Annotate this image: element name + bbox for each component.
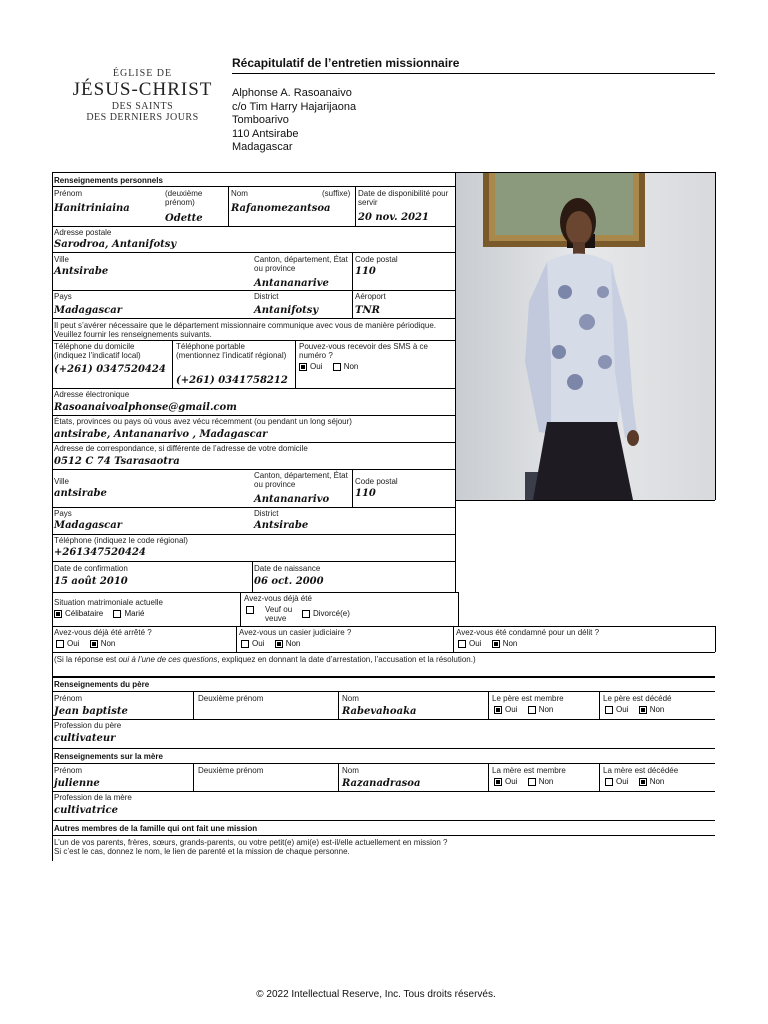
dispo-label: Date de disponibilité pour servir (358, 189, 449, 207)
tel-portable-value: (+261) 0341758212 (176, 375, 288, 386)
ville2-label: Ville (54, 477, 69, 486)
canton-value: Antananarive (254, 278, 329, 289)
tel-domicile-label: Téléphone du domicile (indiquez l’indicatif local) (54, 342, 141, 360)
condamne-options (458, 639, 525, 648)
arrete-oui-checkbox[interactable] (56, 640, 64, 648)
deuxieme-prenom-label: (deuxième prénom) (165, 189, 203, 207)
mere-decede-oui-checkbox[interactable] (605, 778, 613, 786)
email-value: Rasoanaivoalphonse@gmail.com (54, 402, 237, 413)
condamne-non-checkbox[interactable] (492, 640, 500, 648)
address-line: Madagascar (232, 141, 293, 153)
casier-oui-checkbox[interactable] (241, 640, 249, 648)
pere-decede-non-label: Non (649, 705, 665, 714)
autres-line2: Si c’est le cas, donnez le nom, le lien de parenté et la mission de chaque personne. (54, 847, 350, 856)
etats-value: antsirabe, Antananarivo , Madagascar (54, 429, 268, 440)
deja-label: Avez-vous déjà été (244, 594, 312, 603)
nom-label: Nom (231, 189, 248, 198)
arrete-options (56, 639, 123, 648)
mere-profession-label: Profession de la mère (54, 793, 132, 802)
section-mere: Renseignements sur la mère (54, 752, 163, 761)
recipient-address (232, 87, 356, 155)
tel-portable-label: Téléphone portable (mentionnez l’indicatif régional) (176, 342, 287, 360)
pere-membre-label: Le père est membre (492, 694, 564, 703)
pere-membre-oui-label: Oui (505, 705, 518, 714)
address-line: Tomboarivo (232, 114, 289, 126)
casier-oui-label: Oui (252, 639, 265, 648)
canton-label: Canton, département, État ou province (254, 255, 348, 273)
marie-checkbox[interactable] (113, 610, 121, 618)
pere-membre-non-checkbox[interactable] (528, 706, 536, 714)
condamne-oui-label: Oui (469, 639, 482, 648)
mere-decede-oui-label: Oui (616, 777, 629, 786)
email-label: Adresse électronique (54, 390, 130, 399)
address-line: Alphonse A. Rasoanaivo (232, 87, 352, 99)
pere-decede-options (605, 705, 672, 714)
dispo-value: 20 nov. 2021 (358, 212, 429, 223)
aeroport-value: TNR (355, 305, 380, 316)
mere-membre-non-label: Non (538, 777, 554, 786)
situation-label: Situation matrimoniale actuelle (54, 598, 163, 607)
correspondance-label: Adresse de correspondance, si différente de l’adresse de votre domicile (54, 444, 308, 453)
cp-label: Code postal (355, 255, 398, 264)
mere-membre-oui-label: Oui (505, 777, 518, 786)
mere-profession-value: cultivatrice (54, 805, 119, 816)
arrete-oui-label: Oui (67, 639, 80, 648)
pere-deuxieme-label: Deuxième prénom (198, 694, 264, 703)
casier-non-checkbox[interactable] (275, 640, 283, 648)
logo-line1: ÉGLISE DE (112, 68, 173, 79)
mere-membre-options (494, 777, 561, 786)
sms-non-label: Non (343, 362, 359, 371)
sms-oui-label: Oui (310, 362, 323, 371)
logo-line2: JÉSUS-CHRIST (72, 79, 213, 100)
legal-note (54, 655, 476, 664)
pere-membre-options (494, 705, 561, 714)
pays-value: Madagascar (54, 305, 122, 316)
sms-oui-checkbox[interactable] (299, 363, 307, 371)
section-pere: Renseignements du père (54, 680, 150, 689)
district2-value: Antsirabe (254, 520, 309, 531)
pays2-value: Madagascar (54, 520, 122, 531)
logo-line4: DES DERNIERS JOURS (86, 112, 199, 123)
divorce-option (302, 609, 358, 618)
mere-decede-non-label: Non (649, 777, 665, 786)
condamne-label: Avez-vous été condamné pour un délit ? (456, 628, 600, 637)
pere-profession-label: Profession du père (54, 721, 122, 730)
canton2-value: Antananarivo (254, 494, 330, 505)
deuxieme-prenom-value: Odette (165, 213, 203, 224)
ville-value: Antsirabe (54, 266, 109, 277)
veuf-option (246, 605, 257, 614)
pere-prenom-value: Jean baptiste (54, 706, 128, 717)
adresse-label: Adresse postale (54, 228, 112, 237)
copyright-footer: © 2022 Intellectual Reserve, Inc. Tous droits réservés. (256, 989, 496, 1000)
church-logo (60, 68, 225, 123)
casier-options (241, 639, 308, 648)
legal-note-a: (Si la réponse est (54, 655, 119, 664)
pays2-label: Pays (54, 509, 72, 518)
celibataire-label: Célibataire (65, 609, 104, 618)
address-line: c/o Tim Harry Hajarijaona (232, 100, 357, 113)
pere-membre-non-label: Non (538, 705, 554, 714)
correspondance-value: 0512 C 74 Tsarasaotra (54, 456, 180, 467)
legal-note-c: , expliquez en donnant la date d’arrestation, l’accusation et la résolution.) (217, 655, 476, 664)
cp2-label: Code postal (355, 477, 398, 486)
autres-line1: L’un de vos parents, frères, sœurs, grands-parents, ou votre petit(e) ami(e) est-il/elle actuellement en mission ? (54, 838, 448, 847)
mere-membre-label: La mère est membre (492, 766, 566, 775)
pere-profession-value: cultivateur (54, 733, 116, 744)
pere-decede-oui-label: Oui (616, 705, 629, 714)
arrete-label: Avez-vous déjà été arrêté ? (54, 628, 152, 637)
tel-domicile-value: (+261) 0347520424 (54, 364, 166, 375)
condamne-oui-checkbox[interactable] (458, 640, 466, 648)
canton2-label: Canton, département, État ou province (254, 471, 348, 489)
mere-membre-non-checkbox[interactable] (528, 778, 536, 786)
pays-label: Pays (54, 292, 72, 301)
divorce-checkbox[interactable] (302, 610, 310, 618)
casier-non-label: Non (285, 639, 301, 648)
arrete-non-label: Non (100, 639, 116, 648)
pere-nom-label: Nom (342, 694, 359, 703)
pere-nom-value: Rabevahoaka (342, 706, 417, 717)
naissance-label: Date de naissance (254, 564, 321, 573)
document-title: Récapitulatif de l’entretien missionnaire (232, 56, 460, 70)
tel2-value: +261347520424 (54, 547, 146, 558)
mere-prenom-label: Prénom (54, 766, 83, 775)
district-value: Antanifotsy (254, 305, 319, 316)
tel2-label: Téléphone (indiquez le code régional) (54, 536, 188, 545)
section-personal: Renseignements personnels (54, 176, 163, 185)
logo-line3: DES SAINTS (111, 101, 174, 112)
situation-options (54, 609, 153, 618)
casier-label: Avez-vous un casier judiciaire ? (239, 628, 352, 637)
address-line: 110 Antsirabe (232, 127, 299, 140)
pere-decede-label: Le père est décédé (603, 694, 672, 703)
mere-decede-label: La mère est décédée (603, 766, 679, 775)
veuf-checkbox[interactable] (246, 606, 254, 614)
pere-decede-oui-checkbox[interactable] (605, 706, 613, 714)
pere-decede-non-checkbox[interactable] (639, 706, 647, 714)
etats-label: États, provinces ou pays où vous avez vécu récemment (ou pendant un long séjour) (54, 417, 352, 426)
confirmation-label: Date de confirmation (54, 564, 128, 573)
mere-decede-non-checkbox[interactable] (639, 778, 647, 786)
arrete-non-checkbox[interactable] (90, 640, 98, 648)
adresse-value: Sarodroa, Antanifotsy (54, 239, 177, 250)
ville2-value: antsirabe (54, 488, 107, 499)
marie-label: Marié (124, 609, 145, 618)
celibataire-checkbox[interactable] (54, 610, 62, 618)
applicant-photo (455, 172, 715, 500)
prenom-label: Prénom (54, 189, 83, 198)
sms-label: Pouvez-vous recevoir des SMS à ce numéro ? (299, 342, 428, 360)
veuf-label: Veuf ou veuve (265, 605, 293, 623)
district-label: District (254, 292, 279, 301)
aeroport-label: Aéroport (355, 292, 386, 301)
mere-prenom-value: julienne (54, 778, 100, 789)
confirmation-value: 15 août 2010 (54, 576, 128, 587)
section-autres: Autres membres de la famille qui ont fait une mission (54, 824, 258, 833)
nom-value: Rafanomezantsoa (231, 203, 331, 214)
legal-note-b: oui à l’une de ces questions (118, 655, 218, 664)
contact-notice: Il peut s’avérer nécessaire que le département missionnaire communique avec vous de manière périodique. Veuillez fournir les renseignements suivants. (54, 321, 436, 339)
condamne-non-label: Non (502, 639, 518, 648)
mere-nom-value: Razanadrasoa (342, 778, 421, 789)
suffixe-label: (suffixe) (322, 189, 351, 198)
pere-membre-oui-checkbox[interactable] (494, 706, 502, 714)
district2-label: District (254, 509, 279, 518)
cp-value: 110 (355, 266, 376, 277)
ville-label: Ville (54, 255, 69, 264)
prenom-value: Hanitriniaina (54, 203, 130, 214)
pere-prenom-label: Prénom (54, 694, 83, 703)
divorce-label: Divorcé(e) (313, 609, 350, 618)
mere-deuxieme-label: Deuxième prénom (198, 766, 264, 775)
naissance-value: 06 oct. 2000 (254, 576, 324, 587)
mere-decede-options (605, 777, 672, 786)
sms-options (299, 362, 366, 371)
mere-membre-oui-checkbox[interactable] (494, 778, 502, 786)
sms-non-checkbox[interactable] (333, 363, 341, 371)
mere-nom-label: Nom (342, 766, 359, 775)
cp2-value: 110 (355, 488, 376, 499)
